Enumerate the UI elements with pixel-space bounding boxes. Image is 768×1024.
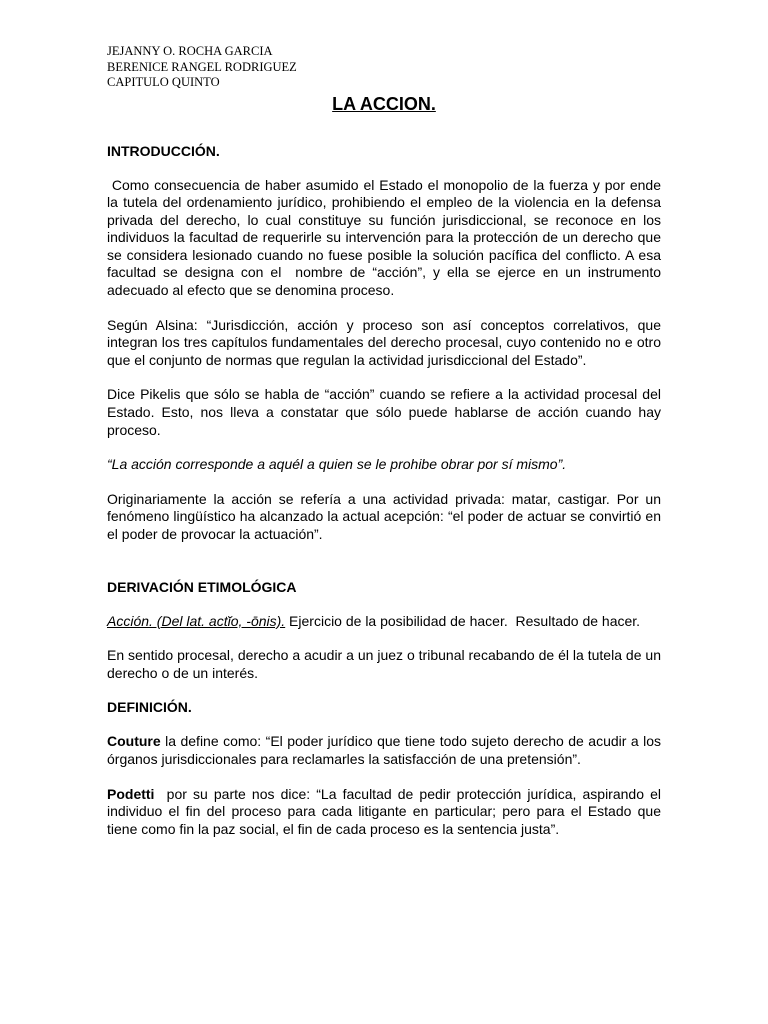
paragraph-intro-2: Según Alsina: “Jurisdicción, acción y proceso son así conceptos correlativos, que integran los tres capítulos fundamentales del derecho procesal, cuyo contenido no e otro que el conjunto de normas que regulan la actividad jurisdiccional del Estado”. <box>107 316 661 368</box>
author-2: BERENICE RANGEL RODRIGUEZ <box>107 59 297 74</box>
heading-introduccion: INTRODUCCIÓN. <box>107 142 220 159</box>
etimologia-definition: Ejercicio de la posibilidad de hacer. Resultado de hacer. <box>285 612 641 629</box>
etimologia-term: Acción. (Del lat. actĭo, -ōnis). <box>107 612 286 629</box>
paragraph-intro-4: Originariamente la acción se refería a una actividad privada: matar, castigar. Por un fenómeno lingüístico ha alcanzado la actual acepción: “el poder de actuar se convirtió en el poder de provocar la actuación”. <box>107 490 661 542</box>
paragraph-intro-1: Como consecuencia de haber asumido el Estado el monopolio de la fuerza y por ende la tutela del ordenamiento jurídico, prohibiendo el empleo de la violencia en la defensa privada del derecho, lo cual constituye su función jurisdiccional, se reconoce en los individuos la facultad de requerirle su intervención para la protección de un derecho que se considera lesionado cuando no fuese posible la solución pacífica del conflicto. A esa facultad se designa con el nombre de “acción”, y ella se ejerce en un instrumento adecuado al efecto que se denomina proceso. <box>107 176 665 299</box>
quote-paragraph: “La acción corresponde a aquél a quien se le prohibe obrar por sí mismo”. <box>107 456 567 473</box>
paragraph-etimologia <box>107 613 661 631</box>
paragraph-podetti <box>107 785 665 839</box>
couture-name: Couture <box>107 733 161 750</box>
podetti-name: Podetti <box>107 785 155 802</box>
author-header <box>107 44 661 91</box>
chapter-label: CAPITULO QUINTO <box>107 75 220 89</box>
heading-derivacion: DERIVACIÓN ETIMOLÓGICA <box>107 578 297 595</box>
paragraph-sentido-procesal: En sentido procesal, derecho a acudir a un juez o tribunal recabando de él la tutela de un derecho o de un interés. <box>107 647 661 681</box>
podetti-text: por su parte nos dice: “La facultad de pedir protección jurídica, aspirando el individuo el fin del proceso para cada litigante en particular; pero para el Estado que tiene como fin la paz social, el fin de cada proceso es la sentencia justa”. <box>107 785 665 837</box>
heading-definicion: DEFINICIÓN. <box>107 699 192 716</box>
paragraph-intro-3: Dice Pikelis que sólo se habla de “acción” cuando se refiere a la actividad procesal del Estado. Esto, nos lleva a constatar que sólo puede hablarse de acción cuando hay proceso. <box>107 386 661 438</box>
document-title: LA ACCION. <box>332 93 436 114</box>
paragraph-couture <box>107 733 665 768</box>
couture-text: la define como: “El poder jurídico que tiene todo sujeto derecho de acudir a los órganos jurisdiccionales para reclamarles la satisfacción de una pretensión”. <box>107 733 665 767</box>
author-1: JEJANNY O. ROCHA GARCIA <box>107 44 273 58</box>
